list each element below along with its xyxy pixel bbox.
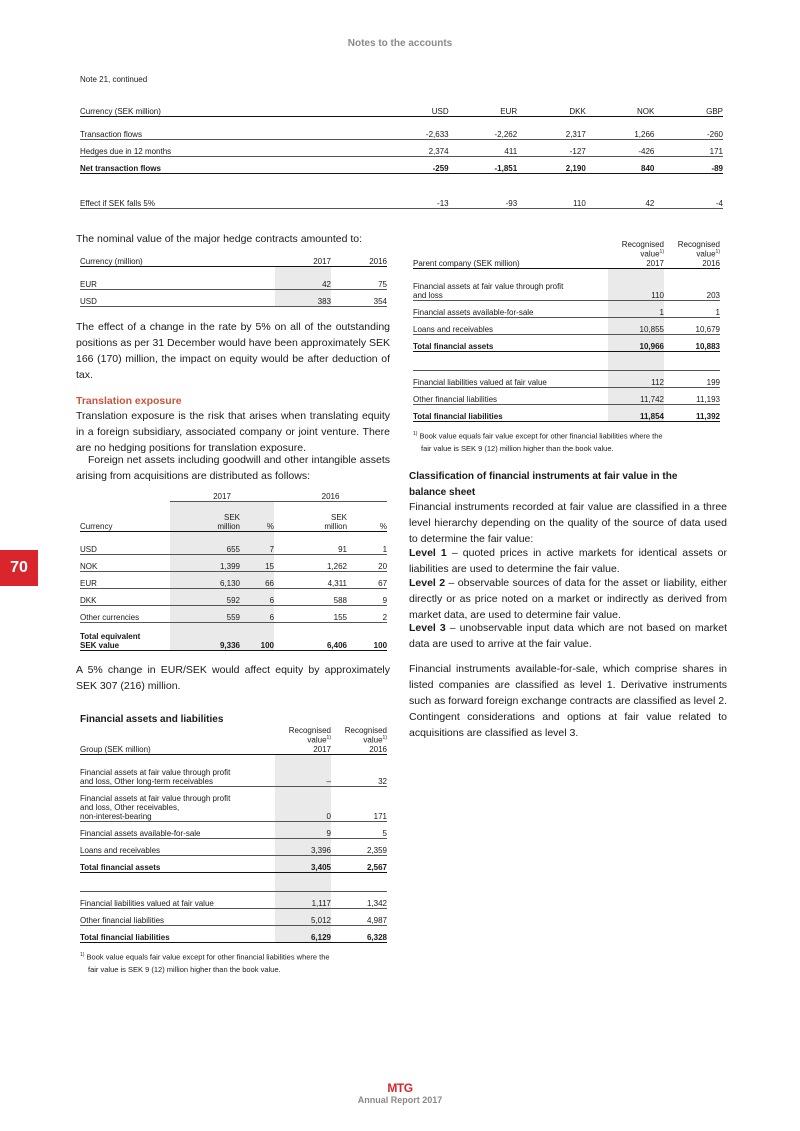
row-label: EUR [80,578,97,588]
cell: -426 [638,146,655,156]
cell: -93 [505,198,518,208]
note-continued: Note 21, continued [80,75,148,84]
footnote-mark: 1) [80,951,85,958]
row-label: DKK [80,595,97,605]
row-label-line: non-interest-bearing [80,811,152,821]
cell: -4 [715,198,723,208]
table-row-total [80,925,387,942]
footnote-line: fair value is SEK 9 (12) million higher than the book value. [421,444,614,453]
header-cell: Parent company (SEK million) [413,258,520,268]
heading-line: balance sheet [409,487,476,498]
header-cell: % [379,521,388,531]
year-2017: 2017 [170,487,274,501]
level-1-paragraph [409,545,727,577]
cell: 10,966 [608,334,664,351]
row-label [80,622,170,650]
parent-financial-table [413,232,720,455]
row-label: Total financial assets [413,341,494,351]
header-cell-line: value [640,249,660,259]
cell: -2,633 [425,129,449,139]
row-label: Total financial liabilities [413,411,503,421]
header-cell: GBP [706,106,723,116]
cell: 1,117 [275,891,331,908]
cell: 1,399 [170,554,240,571]
cell: -2,262 [494,129,518,139]
cell: 91 [338,544,348,554]
row-label: Other financial liabilities [80,915,165,925]
header-cell-line: Recognised [621,239,664,249]
table-row [80,762,387,786]
cell: 3,396 [275,838,331,855]
row-label: Loans and receivables [80,845,161,855]
cell: 11,392 [695,411,720,421]
level-text: – unobservable input data which are not based on market data are used to arrive at the fair value. [409,622,727,650]
level-label: Level 2 [409,577,446,589]
cell: 110 [573,198,586,208]
cell: 6,328 [366,932,387,942]
row-label-line: Financial assets at fair value through profit [80,767,231,777]
row-label-line: and loss, Other long-term receivables [80,776,213,786]
year-2016: 2016 [274,487,387,501]
cell: 10,883 [695,341,720,351]
classification-paragraph: Financial instruments available-for-sale, which comprise shares in listed companies are classified as level 1. Derivative instruments such as forward foreign exchange contracts are classified as level 2. Contingent considerations and options at fair value related to acquisitions are classified as level 3. [409,663,727,739]
cell: -127 [569,146,586,156]
cell: -1,851 [494,163,518,173]
translation-para1: Translation exposure is the risk that arises when translating equity in a foreign subsidiary, associated company or joint venture. There are no hedging positions for translation exposure. [76,410,390,454]
table-row [80,571,387,588]
cell: 11,193 [696,394,720,404]
header-cell [170,501,240,531]
row-label: Total financial assets [80,862,161,872]
cell: 6,406 [326,640,348,650]
row-label: NOK [80,561,98,571]
cell: – [275,762,331,786]
header-cell: Group (SEK million) [80,744,151,754]
parent-footnote [413,428,720,456]
financial-assets-heading: Financial assets and liabilities [80,714,224,725]
hedge-table [80,248,387,307]
heading-line: Classification of financial instruments at fair value in the [409,471,678,482]
cell: 32 [378,776,387,786]
header-cell-line: SEK [331,512,348,522]
table-row [80,272,387,289]
level-label: Level 1 [409,547,447,559]
translation-para2: Foreign net assets including goodwill and other intangible assets arising from acquisitions are distributed as follows: [76,454,390,482]
table-row [80,908,387,925]
footnote-mark: 1) [382,734,387,741]
cell: 110 [608,276,664,300]
cell: 559 [170,605,240,622]
level-text: – observable sources of data for the asset or liability, either directly or as price noted on a market or indirectly as derived from market data, are used to determine fair value. [409,577,728,621]
table-row [80,537,387,554]
row-label [413,276,608,300]
cell: 7 [240,537,274,554]
eur-sek-paragraph: A 5% change in EUR/SEK would affect equity by approximately SEK 307 (216) million. [76,664,390,692]
cell: 5 [382,828,387,838]
table-row [80,891,387,908]
table-row [80,838,387,855]
group-financial-table [80,720,387,976]
cell: 42 [645,198,655,208]
cell: 2,374 [428,146,449,156]
cell: 10,679 [695,324,720,334]
cell: 411 [504,146,518,156]
table-row-total [80,855,387,872]
row-label-line: and loss, Other receivables, [80,802,180,812]
table-row [413,300,720,317]
cell: 9,336 [170,622,240,650]
row-label: Financial liabilities valued at fair value [413,377,547,387]
cell: 6,130 [170,571,240,588]
header-cell-line: SEK [223,512,240,522]
table-row [413,370,720,387]
header-cell: DKK [569,106,586,116]
header-cell-line: 2017 [313,744,331,754]
cell: 1,262 [326,561,348,571]
cell: 15 [240,554,274,571]
group-footnote [80,949,387,977]
footnote-line: fair value is SEK 9 (12) million higher than the book value. [88,965,281,974]
cell: -89 [711,163,723,173]
cell: 0 [275,786,331,821]
header-cell: Currency (million) [80,256,143,266]
cell: 171 [709,146,723,156]
table-row [80,605,387,622]
level-text: – quoted prices in active markets for identical assets or liabilities are used to determine the fair value. [409,547,727,575]
header-cell [608,232,664,268]
cell: 11,742 [608,387,664,404]
row-label: Transaction flows [80,129,142,139]
cell: 67 [378,578,388,588]
cell: 100 [240,622,274,650]
page-header: Notes to the accounts [347,38,453,49]
row-label: EUR [80,279,97,289]
cell: 42 [275,272,331,289]
cell: 6 [240,588,274,605]
header-cell: USD [431,106,449,116]
level-2-paragraph [409,575,727,623]
cell: 354 [373,296,387,306]
table-row-total [80,622,387,650]
cell: 4,311 [327,578,348,588]
header-cell-line: million [324,521,348,531]
header-cell-line: Recognised [344,725,387,735]
cell: -260 [706,129,723,139]
cell: 2,567 [366,862,387,872]
table-row-total [413,334,720,351]
cell: 2,190 [565,163,586,173]
hedge-intro: The nominal value of the major hedge contracts amounted to: [76,233,363,245]
footer-text: Annual Report 2017 [357,1095,443,1105]
table-row [80,122,723,139]
row-label-line: Financial assets at fair value through profit [413,281,564,291]
effect-paragraph: The effect of a change in the rate by 5% on all of the outstanding positions as per 31 December would have been approximately SEK 166 (170) million, the impact on equity would be after deduction of tax. [76,321,391,381]
cell: 6,129 [275,925,331,942]
cell: 4,987 [366,915,387,925]
row-label: Net transaction flows [80,163,161,173]
header-cell: Currency (SEK million) [80,106,161,116]
cell: 840 [641,163,655,173]
row-label: USD [80,544,97,554]
footnote-line: Book value equals fair value except for other financial liabilities where the [419,431,663,440]
classification-heading [409,469,727,501]
row-label: Financial liabilities valued at fair value [80,898,214,908]
row-label-line: Total equivalent [80,631,141,641]
row-label: Other financial liabilities [413,394,498,404]
header-cell: 2016 [369,256,387,266]
cell: 3,405 [275,855,331,872]
row-label: Total financial liabilities [80,932,170,942]
cell: 592 [170,588,240,605]
header-cell-line: Recognised [677,239,720,249]
page-number-tab: 70 [0,550,38,586]
classification-intro: Financial instruments recorded at fair value are classified in a three level hierarchy depending on the quality of the source of data used to determine the fair value: [409,501,727,545]
cell: 1 [715,307,720,317]
cell: 655 [170,537,240,554]
level-3-paragraph [409,620,727,652]
header-cell-line: value [363,735,383,745]
table-row [80,189,723,208]
row-label-line: SEK value [80,640,120,650]
cell: 1,266 [634,129,655,139]
row-label [80,786,275,821]
cell: -259 [432,163,449,173]
table-row [80,554,387,571]
row-label: Other currencies [80,612,140,622]
cell: 20 [378,561,388,571]
header-cell: 2017 [313,256,331,266]
row-label: Loans and receivables [413,324,494,334]
logo-text: MTG [387,1081,413,1095]
header-cell-line: million [217,521,240,531]
cell: 11,854 [608,404,664,421]
header-cell-line: value [307,735,327,745]
header-cell: % [240,501,274,531]
footnote-mark: 1) [715,248,720,255]
footnote-mark: 1) [659,248,664,255]
table-row [80,588,387,605]
table-row [80,821,387,838]
cell: 2 [382,612,388,622]
translation-heading: Translation exposure [76,395,182,407]
cell: 75 [378,279,387,289]
row-label-line: and loss [413,290,443,300]
table-row [80,139,723,156]
table-row-total [80,156,723,173]
cell: -13 [437,198,449,208]
cell: 66 [240,571,274,588]
cell: 5,012 [275,908,331,925]
cell: 1,342 [366,898,387,908]
translation-table [80,487,387,651]
cell: 203 [706,290,720,300]
cell: 155 [333,612,348,622]
header-cell: NOK [637,106,655,116]
cell: 1 [608,300,664,317]
row-label: USD [80,296,97,306]
row-label: Financial assets available-for-sale [80,828,201,838]
header-cell-line: 2016 [369,744,387,754]
table-row [80,289,387,306]
cell: 10,855 [608,317,664,334]
cell: 9 [382,595,388,605]
table-row [413,276,720,300]
header-cell-line: 2016 [702,258,720,268]
row-label-line: Financial assets at fair value through profit [80,793,231,803]
cell: 199 [706,377,720,387]
level-label: Level 3 [409,622,446,634]
header-cell: EUR [500,106,518,116]
cell: 6 [240,605,274,622]
cell: 1 [382,544,388,554]
table-row [413,387,720,404]
table-row [80,786,387,821]
cell: 588 [333,595,348,605]
header-cell-line: Recognised [288,725,331,735]
row-label [80,762,275,786]
header-cell [331,720,387,754]
header-cell [275,720,331,754]
header-cell-line: 2017 [646,258,664,268]
cell: 112 [608,370,664,387]
header-cell: Currency [80,521,113,531]
row-label: Effect if SEK falls 5% [80,198,155,208]
row-label: Financial assets available-for-sale [413,307,534,317]
header-cell [274,501,347,531]
header-cell [664,232,720,268]
currency-table [80,96,723,209]
footnote-line: Book value equals fair value except for other financial liabilities where the [86,952,330,961]
table-row [413,317,720,334]
cell: 383 [275,289,331,306]
footnote-mark: 1) [413,430,418,437]
cell: 9 [275,821,331,838]
table-row-total [413,404,720,421]
cell: 2,359 [366,845,387,855]
row-label: Hedges due in 12 months [80,146,172,156]
cell: 2,317 [565,129,586,139]
cell: 171 [373,811,387,821]
header-cell-line: value [696,249,716,259]
cell: 100 [373,640,388,650]
table-header-row [80,96,723,116]
footnote-mark: 1) [326,734,331,741]
